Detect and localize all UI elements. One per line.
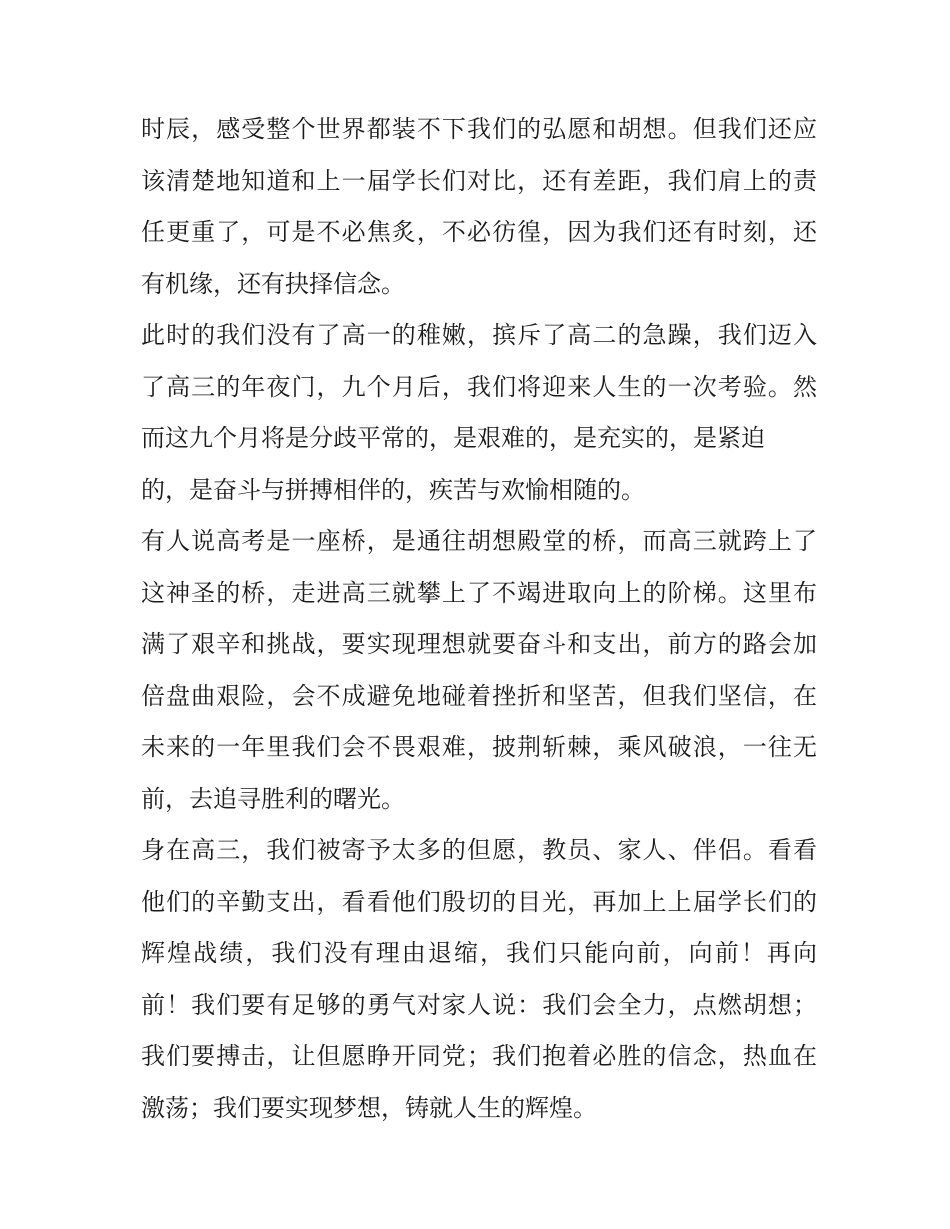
text-line: 的，是奋斗与拼搏相伴的，疾苦与欢愉相随的。 xyxy=(141,475,645,504)
text-line: 我们要搏击，让但愿睁开同党；我们抱着必胜的信念，热血在 xyxy=(141,1042,817,1070)
text-line: 前，去追寻胜利的曙光。 xyxy=(141,784,405,813)
text-line: 任更重了，可是不必焦炙，不必彷徨，因为我们还有时刻，还 xyxy=(141,218,817,246)
text-line: 前！我们要有足够的勇气对家人说：我们会全力，点燃胡想； xyxy=(141,990,817,1019)
text-line: 倍盘曲艰险，会不成避免地碰着挫折和坚苦，但我们坚信，在 xyxy=(141,681,817,710)
text-line: 有机缘，还有抉择信念。 xyxy=(141,269,405,298)
text-line: 时辰，感受整个世界都装不下我们的弘愿和胡想。但我们还应 xyxy=(141,115,817,143)
text-line: 此时的我们没有了高一的稚嫩，摈斥了高二的急躁，我们迈入 xyxy=(141,321,817,349)
text-line: 他们的辛勤支出，看看他们殷切的目光，再加上上届学长们的 xyxy=(141,887,817,916)
text-line: 身在高三，我们被寄予太多的但愿，教员、家人、伴侣。看看 xyxy=(141,836,817,864)
text-line: 激荡；我们要实现梦想，铸就人生的辉煌。 xyxy=(141,1093,597,1122)
text-line: 这神圣的桥，走进高三就攀上了不竭进取向上的阶梯。这里布 xyxy=(141,578,817,607)
text-line: 而这九个月将是分歧平常的，是艰难的，是充实的，是紧迫 xyxy=(141,424,765,452)
body-text xyxy=(141,104,817,1134)
text-line: 该清楚地知道和上一届学长们对比，还有差距，我们肩上的责 xyxy=(141,166,817,195)
text-line: 未来的一年里我们会不畏艰难，披荆斩棘，乘风破浪，一往无 xyxy=(141,733,817,761)
text-line: 满了艰辛和挑战，要实现理想就要奋斗和支出，前方的路会加 xyxy=(141,630,817,658)
text-line: 辉煌战绩，我们没有理由退缩，我们只能向前，向前！再向 xyxy=(141,939,817,967)
text-line: 了高三的年夜门，九个月后，我们将迎来人生的一次考验。然 xyxy=(141,372,817,401)
text-line: 有人说高考是一座桥，是通往胡想殿堂的桥，而高三就跨上了 xyxy=(141,527,817,555)
